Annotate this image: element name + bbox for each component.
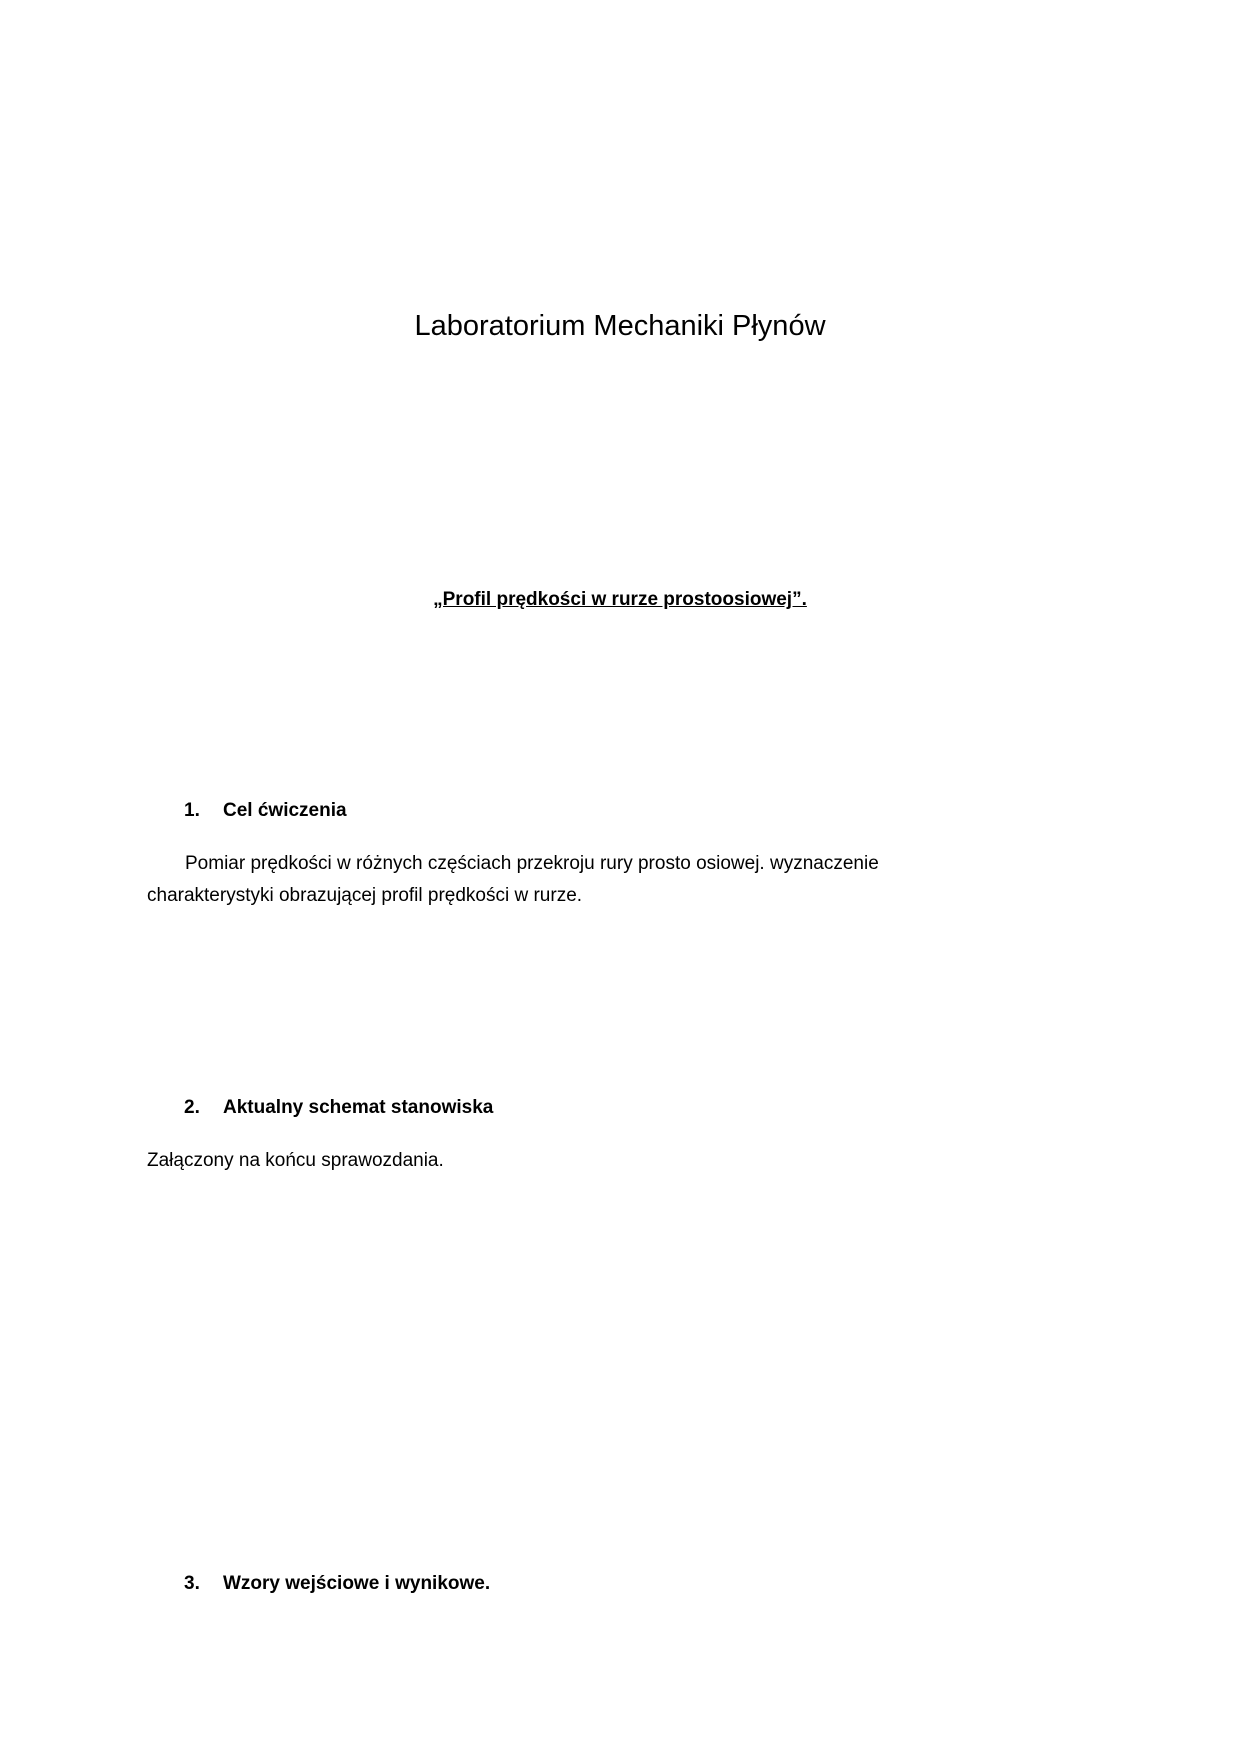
section-1-paragraph-line: Pomiar prędkości w różnych częściach przekroju rury prosto osiowej. wyznaczenie bbox=[185, 853, 879, 874]
document-title: Laboratorium Mechaniki Płynów bbox=[414, 310, 826, 342]
document-subtitle: „Profil prędkości w rurze prostoosiowej”. bbox=[433, 589, 807, 610]
section-1-number: 1. bbox=[184, 800, 200, 821]
section-2-heading: Aktualny schemat stanowiska bbox=[223, 1097, 494, 1118]
section-2-number: 2. bbox=[184, 1097, 200, 1118]
section-3-number: 3. bbox=[184, 1573, 200, 1594]
section-1-paragraph-line: charakterystyki obrazującej profil prędkości w rurze. bbox=[147, 885, 583, 906]
section-1-heading: Cel ćwiczenia bbox=[223, 800, 347, 821]
section-3-heading: Wzory wejściowe i wynikowe. bbox=[223, 1573, 491, 1594]
section-2-paragraph: Załączony na końcu sprawozdania. bbox=[147, 1150, 444, 1171]
